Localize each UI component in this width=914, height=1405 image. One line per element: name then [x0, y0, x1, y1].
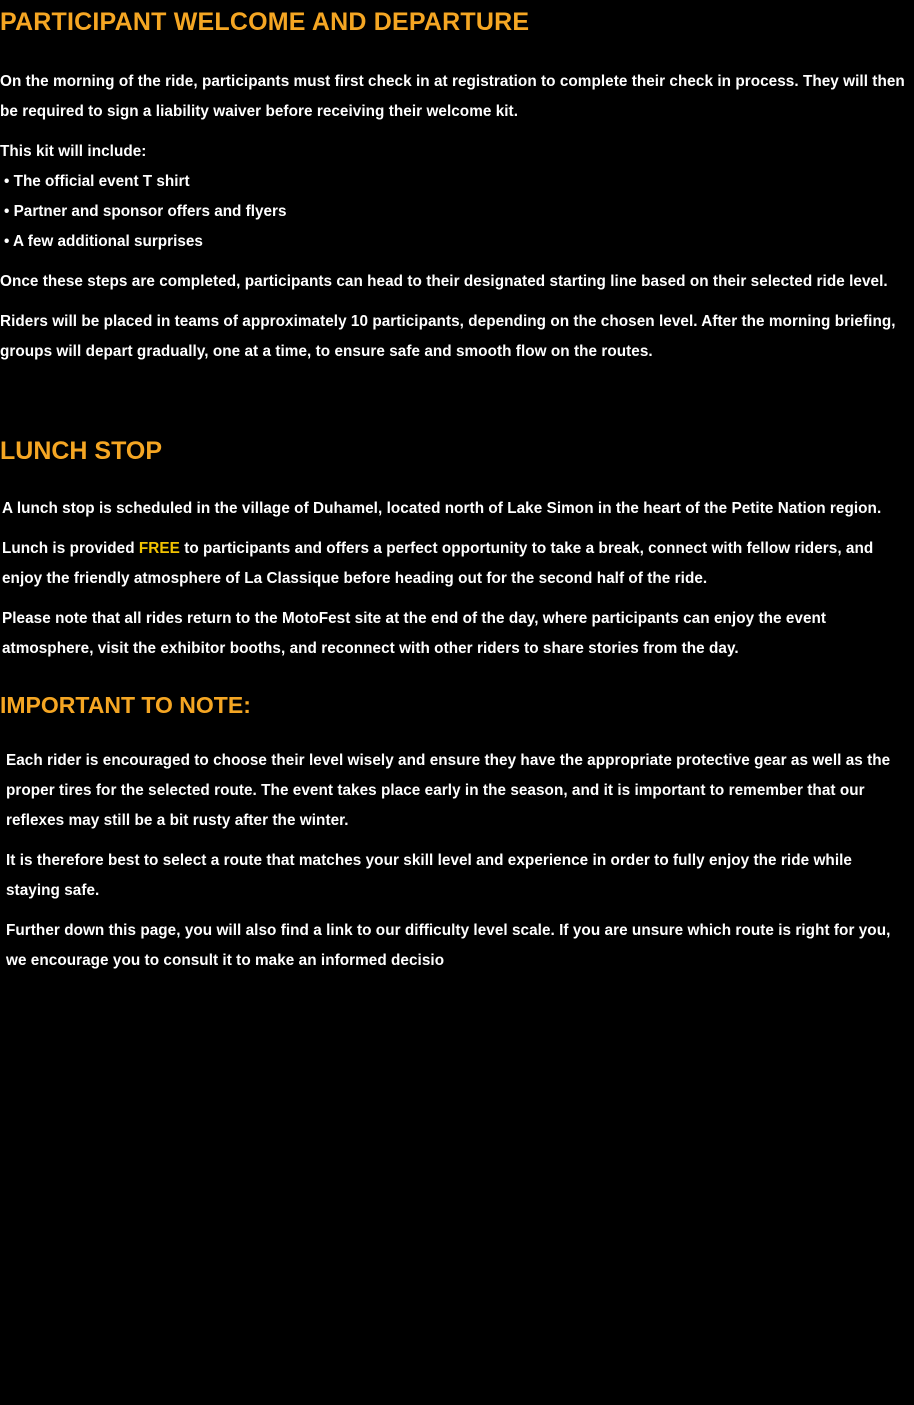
- welcome-paragraph-group: [0, 67, 914, 367]
- spacer: [0, 297, 906, 307]
- spacer: [0, 718, 914, 746]
- paragraph-select-route: It is therefore best to select a route that matches your skill level and experience in order to fully enjoy the ride while staying safe.: [6, 851, 852, 899]
- section-welcome-departure: [0, 0, 914, 367]
- spacer: [0, 37, 914, 67]
- heading-lunch-stop: LUNCH STOP: [0, 436, 163, 465]
- spacer: [6, 906, 906, 916]
- lunch-free-highlight: FREE: [138, 539, 180, 557]
- lunch-free-before: Lunch is provided: [2, 539, 139, 557]
- heading-important-to-note: IMPORTANT TO NOTE:: [0, 691, 251, 718]
- list-item-tshirt: • The official event T shirt: [4, 172, 190, 190]
- lunch-free-after: to participants and offers a perfect opportunity to take a break, connect with fellow riders, and enjoy the friendly atmosphere of La Classique before heading out for the second half of the ride.: [2, 539, 874, 587]
- spacer: [0, 664, 914, 692]
- paragraph-choose-level: Each rider is encouraged to choose their level wisely and ensure they have the appropriate protective gear as well as the proper tires for the selected route. The event takes place early in the season, and it is important to remember that our reflexes may still be a bit rusty after the winter.: [6, 751, 891, 829]
- spacer: [6, 836, 906, 846]
- spacer: [0, 367, 914, 437]
- heading-participant-welcome-and-departure: PARTICIPANT WELCOME AND DEPARTURE: [0, 8, 530, 36]
- paragraph-lunch-free: [2, 534, 906, 594]
- paragraph-check-in: On the morning of the ride, participants must first check in at registration to complete their check in process. They will then be required to sign a liability waiver before receiving their welcome kit.: [0, 72, 905, 120]
- paragraph-lunch-location: A lunch stop is scheduled in the village of Duhamel, located north of Lake Simon in the heart of the Petite Nation region.: [2, 499, 882, 517]
- lunch-paragraph-group: [0, 494, 914, 664]
- spacer: [0, 127, 906, 137]
- paragraph-difficulty-scale-link: Further down this page, you will also find a link to our difficulty level scale. If you are unsure which route is right for you, we encourage you to consult it to make an informed decisio: [6, 921, 891, 969]
- paragraph-teams-departure: Riders will be placed in teams of approximately 10 participants, depending on the chosen level. After the morning briefing, groups will depart gradually, one at a time, to ensure safe and smooth flow on the routes.: [0, 312, 896, 360]
- paragraph-return-motofest: Please note that all rides return to the MotoFest site at the end of the day, where participants can enjoy the event atmosphere, visit the exhibitor booths, and reconnect with other riders to share stories from the day.: [2, 609, 827, 657]
- spacer: [0, 257, 906, 267]
- spacer: [2, 524, 906, 534]
- paragraph-starting-line: Once these steps are completed, participants can head to their designated starting line based on their selected ride level.: [0, 272, 888, 290]
- list-item-partner-offers: • Partner and sponsor offers and flyers: [4, 202, 287, 220]
- list-item-surprises: • A few additional surprises: [4, 232, 203, 250]
- spacer: [0, 466, 914, 494]
- paragraph-kit-intro: This kit will include:: [0, 142, 147, 160]
- important-paragraph-group: [0, 746, 914, 976]
- section-important-to-note: [0, 692, 914, 976]
- section-lunch-stop: [0, 437, 914, 664]
- spacer: [2, 594, 906, 604]
